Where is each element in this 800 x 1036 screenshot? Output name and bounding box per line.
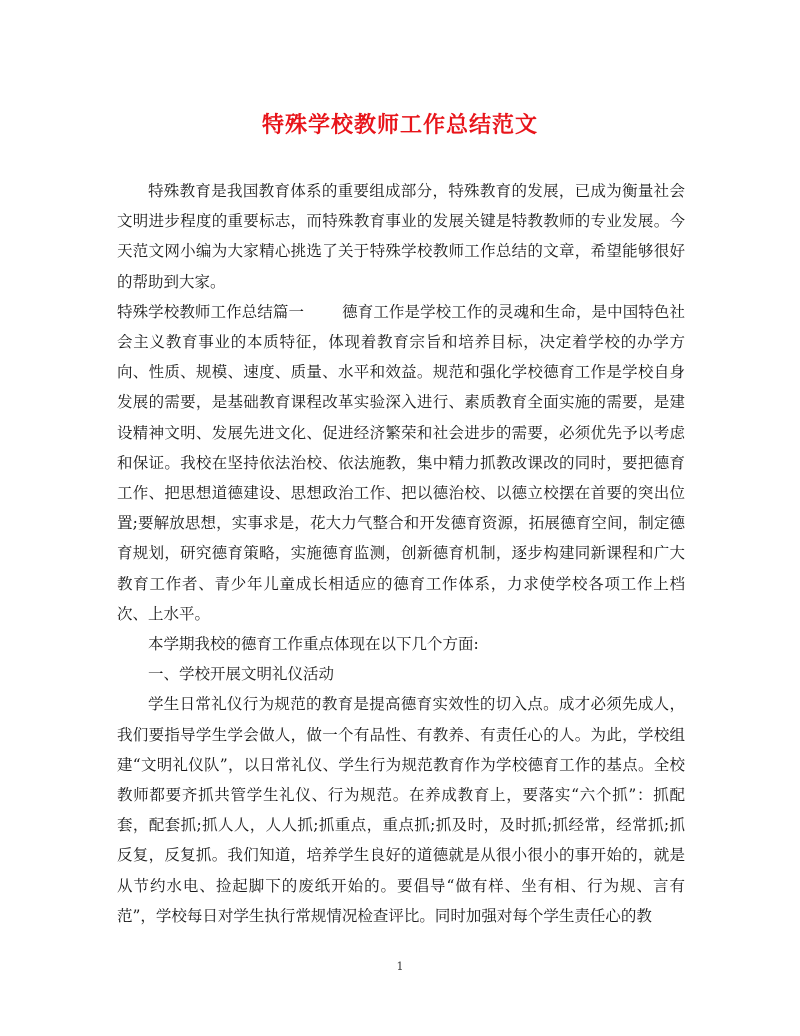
paragraph-subheading: 一、学校开展文明礼仪活动 [148,665,335,684]
paragraph-intro: 特殊教育是我国教育体系的重要组成部分，特殊教育的发展，已成为衡量社会文明进步程度的重要标志，而特殊教育事业的发展关键是特教教师的专业发展。今天范文网小编为大家精心挑选了关于特殊学校教师工作总结的文章，希望能够很好的帮助到大家。 [117,182,685,291]
page-number: 1 [396,960,404,973]
paragraph-focus: 本学期我校的德育工作重点体现在以下几个方面: [148,635,479,654]
paragraph-etiquette: 学生日常礼仪行为规范的教育是提高德育实效性的切入点。成才必须先成人，我们要指导学生学会做人，做一个有品性、有教养、有责任心的人。为此，学校组建“文明礼仪队”，以日常礼仪、学生行为规范教育作为学校德育工作的基点。全校教师都要齐抓共管学生礼仪、行为规范。在养成教育上，要落实“六个抓”：抓配套，配套抓;抓人人，人人抓;抓重点，重点抓;抓及时，及时抓;抓经常，经常抓;抓反复，反复抓。我们知道，培养学生良好的道德就是从很小很小的事开始的，就是从节约水电、捡起脚下的废纸开始的。要倡导“做有样、坐有相、行为规、言有范”，学校每日对学生执行常规情况检查评比。同时加强对每个学生责任心的教 [117,695,685,925]
section-one-text: 德育工作是学校工作的灵魂和生命，是中国特色社会主义教育事业的本质特征，体现着教育宗旨和培养目标，决定着学校的办学方向、性质、规模、速度、质量、水平和效益。规范和强化学校德育工作是学校自身发展的需要，是基础教育课程改革实验深入进行、素质教育全面实施的需要，是建设精神文明、发展先进文化、促进经济繁荣和社会进步的需要，必须优先予以考虑和保证。我校在坚持依法治校、依法施教，集中精力抓教改课改的同时，要把德育工作、把思想道德建设、思想政治工作、把以德治校、以德立校摆在首要的突出位置;要解放思想，实事求是，花大力气整合和开发德育资源，拓展德育空间，制定德育规划，研究德育策略，实施德育监测，创新德育机制，逐步构建同新课程和广大教育工作者、青少年儿童成长相适应的德育工作体系，力求使学校各项工作上档次、上水平。 [117,302,685,623]
section-heading: 特殊学校教师工作总结篇一 [117,302,305,321]
paragraph-section-one [117,297,685,629]
document-title: 特殊学校教师工作总结范文 [261,112,538,138]
document-body [117,176,685,931]
